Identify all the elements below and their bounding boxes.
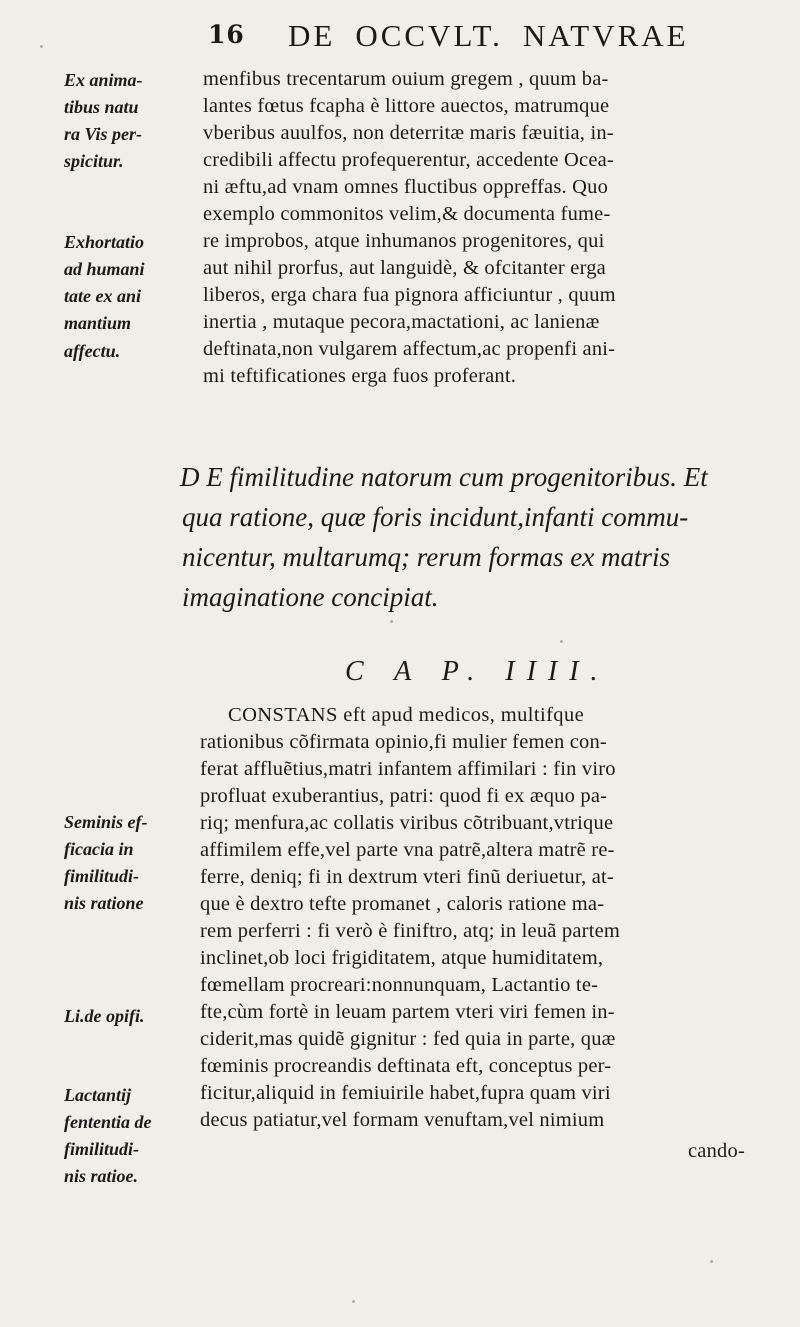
text-line: affimilem effe,vel parte vna patrẽ,altera matrẽ re- [200,839,615,861]
running-title [288,18,709,54]
running-title-word: OCCVLT. [355,18,503,53]
text-line: exemplo commonitos velim,& documenta fume- [203,203,611,225]
page-number: 16 [208,20,245,49]
text-line: menfibus trecentarum ouium gregem , quum ba- [203,68,609,90]
text-line: CONSTANS eft apud medicos, multifque [228,704,585,726]
text-line: ferat affluẽtius,matri infantem affimilari : fin viro [200,758,616,780]
text-line: re improbos, atque inhumanos progenitores, qui [203,230,605,252]
margin-note-line: tate ex ani [64,286,141,306]
margin-note-line: affectu. [64,341,121,361]
summary-line: imaginatione concipiat. [182,582,439,612]
text-line: lantes fœtus fcapha è littore auectos, matrumque [203,95,610,117]
text-line: rem perferri : fi verò è finiftro, atq; in leuã partem [200,920,621,942]
ink-speck [560,640,563,643]
margin-note-line: ad humani [64,259,145,279]
running-title-word: NATVRAE [522,18,689,53]
text-line: vberibus auulfos, non deterritæ maris fæuitia, in- [203,122,614,144]
text-line: credibili affectu profequerentur, accedente Ocea- [203,149,614,171]
text-line: ferre, deniq; fi in dextrum vteri finũ deriuetur, at- [200,866,614,888]
text-line: decus patiatur,vel formam venuftam,vel nimium [200,1109,605,1131]
ink-speck [710,1260,713,1263]
margin-note-line: Li.de opifi. [64,1006,145,1026]
ink-speck [352,1300,355,1303]
text-line: deftinata,non vulgarem affectum,ac propenfi ani- [203,338,616,360]
text-line: que è dextro tefte promanet , caloris ratione ma- [200,893,605,915]
margin-note-line: fimilitudi- [64,866,140,886]
margin-note-line: Seminis ef- [64,812,148,832]
text-line: ni æftu,ad vnam omnes fluctibus oppreffas. Quo [203,176,609,198]
margin-note-line: fententia de [64,1112,152,1132]
text-line: fœmellam procreari:nonnunquam, Lactantio te- [200,974,599,996]
text-line: ficitur,aliquid in femiuirile habet,fupra quam viri [200,1082,611,1104]
text-line: profluat exuberantius, patri: quod fi ex æquo pa- [200,785,608,807]
text-line: inclinet,ob loci frigiditatem, atque humiditatem, [200,947,604,969]
margin-note-line: tibus natu [64,97,139,117]
margin-note-line: Exhortatio [64,232,145,252]
margin-note-line: ficacia in [64,839,134,859]
margin-note-line: Ex anima- [64,70,143,90]
text-line: inertia , mutaque pecora,mactationi, ac lanienæ [203,311,600,333]
chapter-heading: C A P. IIII. [345,656,610,687]
text-line: rationibus cõfirmata opinio,fi mulier femen con- [200,731,607,753]
text-line: ciderit,mas quidẽ gignitur : fed quia in parte, quæ [200,1028,616,1050]
margin-note-line: fimilitudi- [64,1139,140,1159]
text-line: aut nihil prorfus, aut languidè, & ofcitanter erga [203,257,606,279]
text-line: liberos, erga chara fua pignora afficiuntur , quum [203,284,616,306]
summary-line: D E fimilitudine natorum cum progenitoribus. Et [180,462,708,492]
summary-line: nicentur, multarumq; rerum formas ex matris [182,542,670,572]
ink-speck [390,620,393,623]
page-header [0,18,800,62]
margin-note-line: nis ratioe. [64,1166,139,1186]
ink-speck [40,45,43,48]
margin-note-line: Lactantij [64,1085,131,1105]
catchword: cando- [688,1140,745,1162]
summary-line: qua ratione, quæ foris incidunt,infanti commu- [182,502,689,532]
margin-note-line: spicitur. [64,151,124,171]
running-title-word: DE [288,18,336,53]
margin-note-line: mantium [64,313,132,333]
margin-note-line: ra Vis per- [64,124,143,144]
text-line: fte,cùm fortè in leuam partem vteri viri femen in- [200,1001,615,1023]
text-line: riq; menfura,ac collatis viribus cõtribuant,vtrique [200,812,614,834]
text-line: mi teftificationes erga fuos proferant. [203,365,517,387]
text-line: fœminis procreandis deftinata eft, conceptus per- [200,1055,612,1077]
margin-note-line: nis ratione [64,893,144,913]
